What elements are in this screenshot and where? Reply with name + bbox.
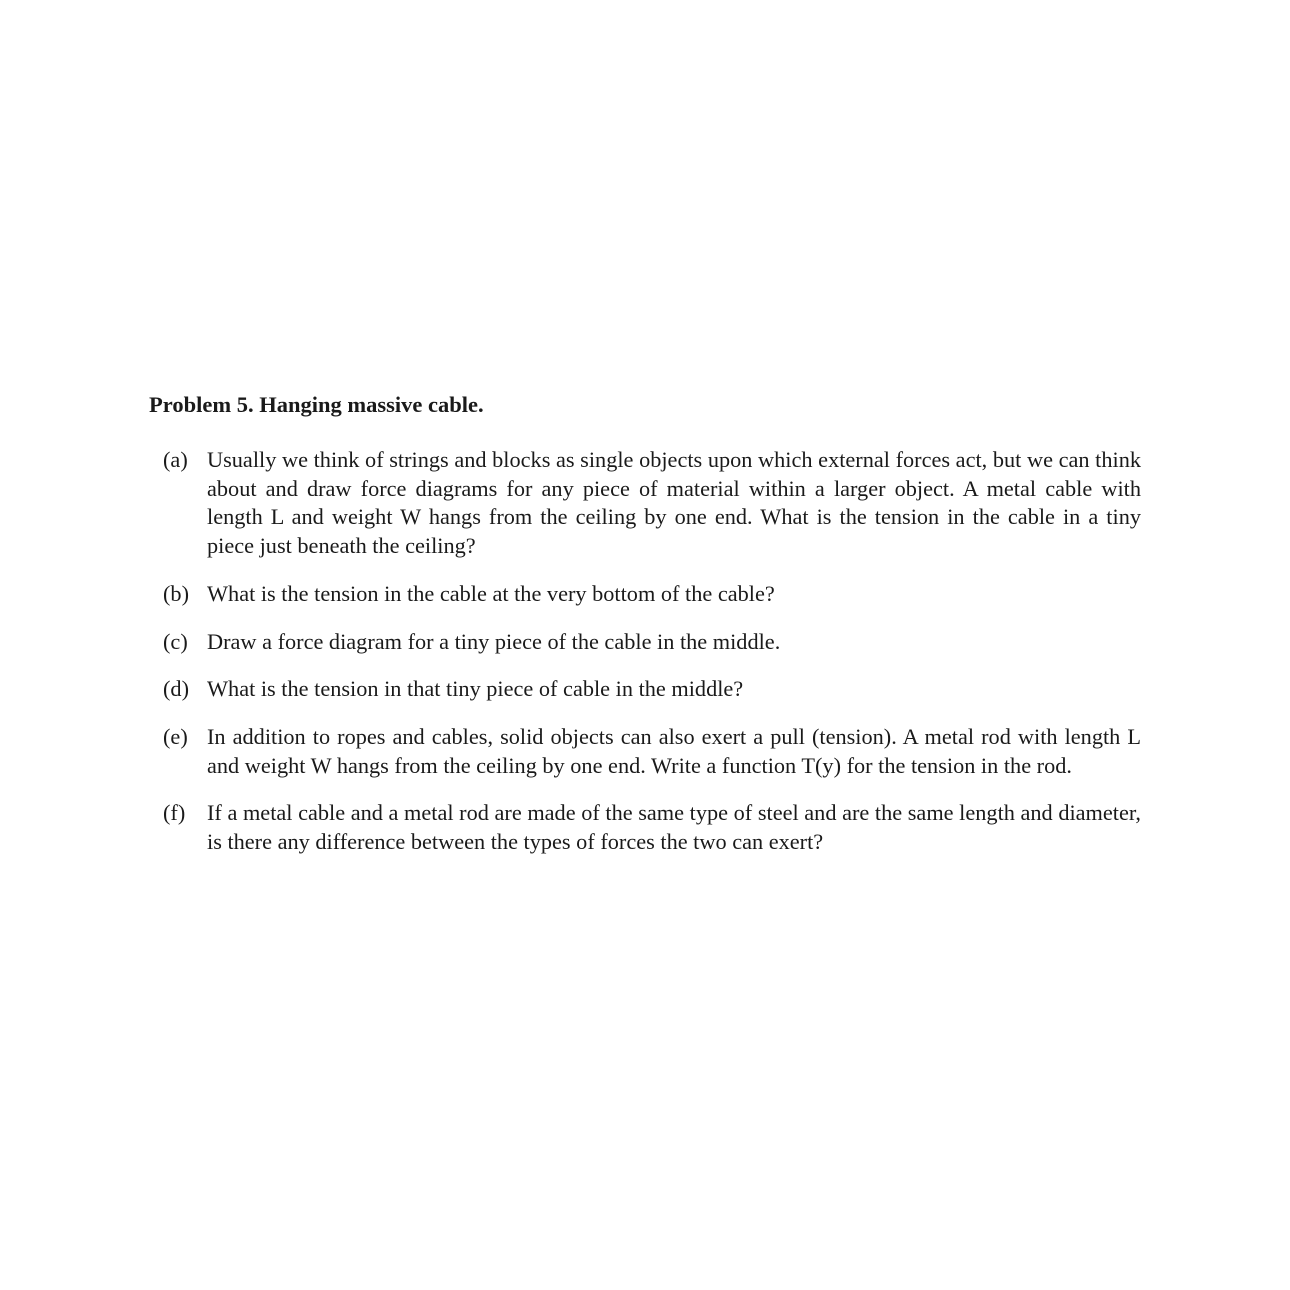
problem-block — [149, 390, 1141, 876]
part-text: If a metal cable and a metal rod are made of the same type of steel and are the same length and diameter, is there any difference between the types of forces the two can exert? — [207, 800, 1141, 855]
part-label: (a) — [163, 447, 188, 472]
problem-part-c — [149, 628, 1141, 657]
problem-part-f — [149, 799, 1141, 856]
part-text: What is the tension in the cable at the very bottom of the cable? — [207, 580, 775, 606]
part-label: (b) — [163, 580, 189, 606]
problem-part-b — [149, 580, 1141, 609]
part-text: Usually we think of strings and blocks as single objects upon which external forces act, but we can think about and draw force diagrams for any piece of material within a larger object. A metal cable with length L and weight W hangs from the ceiling by one end. What is the tension in the cable in a tiny piece just beneath the ceiling? — [207, 447, 1141, 559]
part-label: (f) — [163, 800, 186, 826]
problem-parts-list — [149, 446, 1141, 857]
part-text: Draw a force diagram for a tiny piece of the cable in the middle. — [207, 628, 781, 654]
part-label: (e) — [163, 723, 188, 749]
part-label: (d) — [163, 676, 189, 702]
problem-title: Problem 5. Hanging massive cable. — [149, 392, 484, 417]
part-label: (c) — [163, 628, 188, 654]
problem-part-e — [149, 723, 1141, 780]
problem-part-d — [149, 675, 1141, 704]
part-text: What is the tension in that tiny piece of cable in the middle? — [207, 676, 744, 702]
part-text: In addition to ropes and cables, solid objects can also exert a pull (tension). A metal rod with length L and weight W hangs from the ceiling by one end. Write a function T(y) for the tension in the rod. — [207, 723, 1141, 778]
problem-part-a — [149, 446, 1141, 561]
